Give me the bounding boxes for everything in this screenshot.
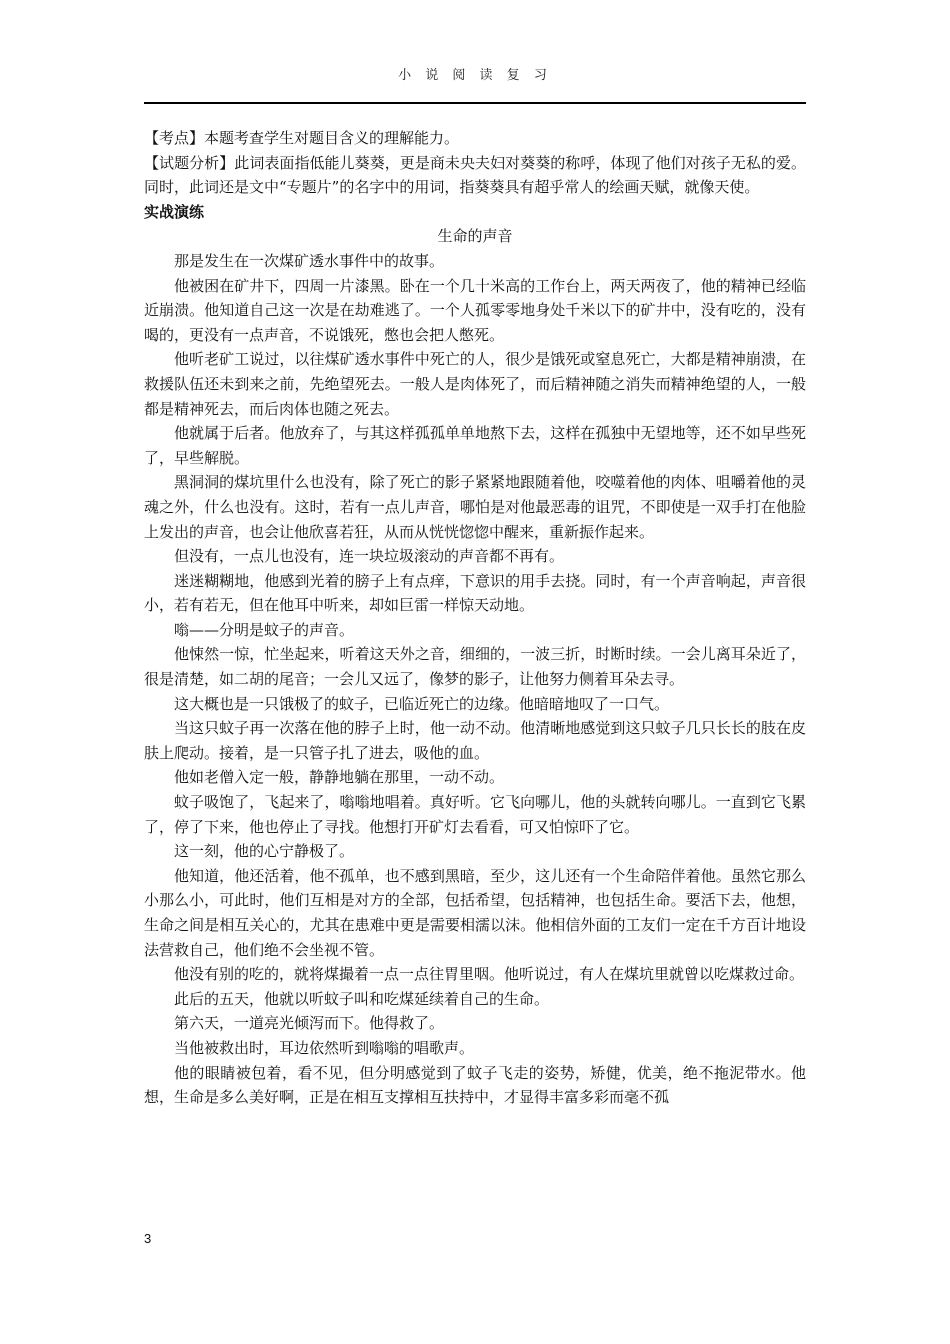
story-paragraph: 他如老僧入定一般，静静地躺在那里，一动不动。 (174, 768, 505, 787)
story-paragraph: 此后的五天，他就以听蚊子叫和吃煤延续着自己的生命。 (174, 989, 550, 1008)
page-number: 3 (144, 1231, 152, 1246)
story-paragraph: 他就属于后者。他放弃了，与其这样孤孤单单地熬下去，这样在孤独中无望地等，还不如早些死了，早些解脱。 (144, 424, 806, 467)
running-header: 小 说 阅 读 复 习 (398, 68, 552, 83)
story-paragraph: 他知道，他还活着，他不孤单，也不感到黑暗，至少，这儿还有一个生命陪伴着他。虽然它那么小那么小，可此时，他们互相是对方的全部，包括希望，包括精神，也包括生命。要活下去，他想，生命之间是相互关心的，尤其在患难中更是需要相濡以沫。他相信外面的工友们一定在千方百计地设法营救自己，他们绝不会坐视不管。 (144, 866, 806, 959)
story-paragraph: 黑洞洞的煤坑里什么也没有，除了死亡的影子紧紧地跟随着他，咬噬着他的肉体、咀嚼着他的灵魂之外，什么也没有。这时，若有一点儿声音，哪怕是对他最恶毒的诅咒，不即使是一双手打在他脸上发出的声音，也会让他欣喜若狂，从而从恍恍惚惚中醒来，重新振作起来。 (144, 473, 806, 541)
story-paragraph: 当这只蚊子再一次落在他的脖子上时，他一动不动。他清晰地感觉到这只蚊子几只长长的肢在皮肤上爬动。接着，是一只管子扎了进去，吸他的血。 (144, 719, 806, 762)
story-paragraph: 嗡——分明是蚊子的声音。 (174, 620, 355, 639)
header-rule (144, 102, 806, 104)
story-paragraph: 迷迷糊糊地，他感到光着的膀子上有点痒，下意识的用手去挠。同时，有一个声音响起，声音很小，若有若无，但在他耳中听来，却如巨雷一样惊天动地。 (144, 571, 806, 615)
story-paragraph: 这一刻，他的心宁静极了。 (174, 842, 355, 861)
story-paragraph: 他悚然一惊，忙坐起来，听着这天外之音，细细的，一波三折，时断时续。一会儿离耳朵近了，很是清楚，如二胡的尾音；一会儿又远了，像梦的影子，让他努力侧着耳朵去寻。 (144, 645, 806, 689)
story-paragraph: 这大概也是一只饿极了的蚊子，已临近死亡的边缘。他暗暗地叹了一口气。 (174, 694, 670, 713)
kaodian-paragraph: 【考点】本题考查学生对题目含义的理解能力。 (144, 129, 460, 147)
story-paragraph: 但没有，一点儿也没有，连一块垃圾滚动的声音都不再有。 (174, 547, 565, 566)
story-paragraph: 蚊子吸饱了，飞起来了，嗡嗡地唱着。真好听。它飞向哪儿，他的头就转向哪儿。一直到它飞累了，停了下来，他也停止了寻找。他想打开矿灯去看看，可又怕惊吓了它。 (144, 793, 806, 836)
story-paragraph: 当他被救出时，耳边依然听到嗡嗡的唱歌声。 (174, 1038, 475, 1057)
story-paragraph: 他被困在矿井下，四周一片漆黑。卧在一个几十米高的工作台上，两天两夜了，他的精神已经临近崩溃。他知道自己这一次是在劫难逃了。一个人孤零零地身处千米以下的矿井中，没有吃的，没有喝的，更没有一点声音，不说饿死，憋也会把人憋死。 (144, 276, 806, 344)
analysis-paragraph: 【试题分析】此词表面指低能儿葵葵，更是商未央夫妇对葵葵的称呼，体现了他们对孩子无私的爱。同时，此词还是文中“专题片”的名字中的用词，指葵葵具有超乎常人的绘画天赋，就像天使。 (144, 153, 806, 197)
section-heading: 实战演练 (144, 202, 205, 221)
story-paragraph: 第六天，一道亮光倾泻而下。他得救了。 (174, 1014, 445, 1033)
document-body (144, 126, 806, 1110)
story-paragraph: 他没有别的吃的，就将煤撮着一点一点往胃里咽。他听说过，有人在煤坑里就曾以吃煤救过命。 (174, 965, 805, 984)
story-title: 生命的声音 (437, 227, 513, 246)
story-body (144, 249, 806, 1110)
story-paragraph: 他的眼睛被包着，看不见，但分明感觉到了蚊子飞走的姿势，矫健，优美，绝不拖泥带水。他想，生命是多么美好啊，正是在相互支撑相互扶持中，才显得丰富多彩而毫不孤 (144, 1063, 806, 1107)
story-paragraph: 那是发生在一次煤矿透水事件中的故事。 (174, 251, 445, 270)
story-paragraph: 他听老矿工说过，以往煤矿透水事件中死亡的人，很少是饿死或窒息死亡，大都是精神崩溃，在救援队伍还未到来之前，先绝望死去。一般人是肉体死了，而后精神随之消失而精神绝望的人，一般都是精神死去，而后肉体也随之死去。 (144, 350, 806, 418)
